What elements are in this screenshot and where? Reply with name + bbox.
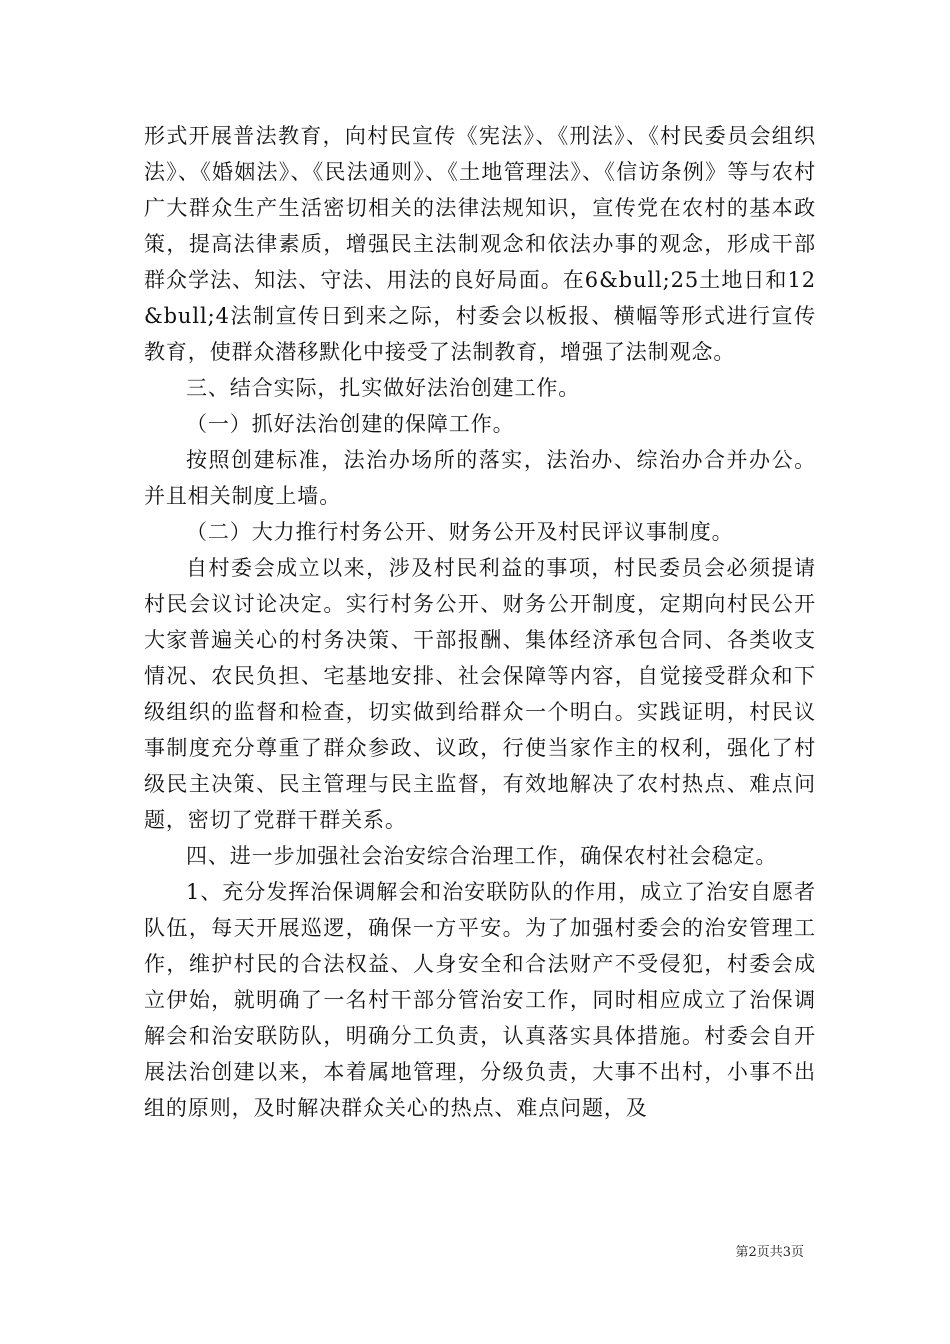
page-number: 第2页共3页 bbox=[735, 1245, 804, 1260]
subsection-heading-two: （二）大力推行村务公开、财务公开及村民评议事制度。 bbox=[186, 520, 734, 544]
paragraph-office-setup: 按照创建标准，法治办场所的落实，法治办、综治办合并办公。并且相关制度上墙。 bbox=[144, 448, 816, 508]
document-body bbox=[144, 118, 816, 1126]
paragraph-village-affairs: 自村委会成立以来，涉及村民利益的事项，村民委员会必须提请村民会议讨论决定。实行村务公开、财务公开制度，定期向村民公开大家普遍关心的村务决策、干部报酬、集体经济承包合同、各类收支情况、农民负担、宅基地安排、社会保障等内容，自觉接受群众和下级组织的监督和检查，切实做到给群众一个明白。实践证明，村民议事制度充分尊重了群众参政、议政，行使当家作主的权利，强化了村级民主决策、民主管理与民主监督，有效地解决了农村热点、难点问题，密切了党群干群关系。 bbox=[144, 556, 816, 832]
section-heading-three: 三、结合实际，扎实做好法治创建工作。 bbox=[186, 376, 581, 400]
paragraph-legal-education: 形式开展普法教育，向村民宣传《宪法》、《刑法》、《村民委员会组织法》、《婚姻法》、《民法通则》、《土地管理法》、《信访条例》等与农村广大群众生产生活密切相关的法律法规知识，宣传党在农村的基本政策，提高法律素质，增强民主法制观念和依法办事的观念，形成干部群众学法、知法、守法、用法的良好局面。在6&bull;25土地日和12&bull;4法制宣传日到来之际，村委会以板报、横幅等形式进行宣传教育，使群众潜移默化中接受了法制教育，增强了法制观念。 bbox=[144, 124, 816, 364]
section-heading-four: 四、进一步加强社会治安综合治理工作，确保农村社会稳定。 bbox=[186, 844, 778, 868]
paragraph-public-security: 1、充分发挥治保调解会和治安联防队的作用，成立了治安自愿者队伍，每天开展巡逻，确保一方平安。为了加强村委会的治安管理工作，维护村民的合法权益、人身安全和合法财产不受侵犯，村委会成立伊始，就明确了一名村干部分管治安工作，同时相应成立了治保调解会和治安联防队，明确分工负责，认真落实具体措施。村委会自开展法治创建以来，本着属地管理，分级负责，大事不出村，小事不出组的原则，及时解决群众关心的热点、难点问题，及 bbox=[144, 880, 816, 1120]
subsection-heading-one: （一）抓好法治创建的保障工作。 bbox=[186, 412, 515, 436]
